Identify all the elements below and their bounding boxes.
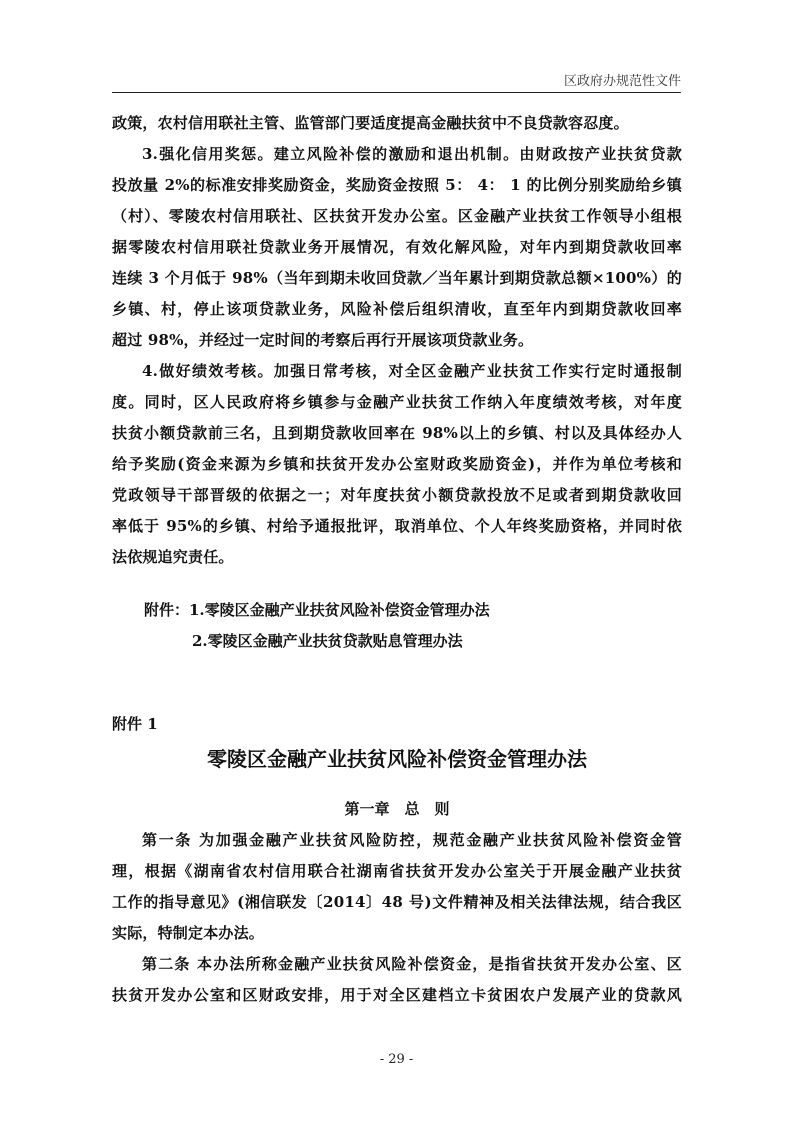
attachments-list bbox=[112, 595, 682, 657]
text-line: 投放量 2%的标准安排奖励资金，奖励资金按照 5： 4： 1 的比例分别奖励给乡镇 bbox=[112, 176, 682, 194]
text-line: 第一条 为加强金融产业扶贫风险防控，规范金融产业扶贫风险补偿资金管 bbox=[142, 831, 682, 849]
header-divider bbox=[112, 92, 681, 93]
document-title: 零陵区金融产业扶贫风险补偿资金管理办法 bbox=[207, 747, 587, 771]
text-line: 实际，特制定本办法。 bbox=[112, 924, 265, 942]
text-line: 扶贫小额贷款前三名，且到期贷款收回率在 98%以上的乡镇、村以及具体经办人 bbox=[112, 424, 682, 442]
paragraph-policy: 政策，农村信用联社主管、监管部门要适度提高金融扶贫中不良贷款容忍度。 bbox=[112, 114, 629, 132]
article-1 bbox=[112, 825, 682, 949]
text-line: （村）、零陵农村信用联社、区扶贫开发办公室。区金融产业扶贫工作领导小组根 bbox=[112, 207, 682, 225]
text-line: 4.做好绩效考核。加强日常考核，对全区金融产业扶贫工作实行定时通报制 bbox=[142, 362, 682, 380]
paragraph-credit-incentives bbox=[112, 139, 682, 356]
page-number: - 29 - bbox=[379, 1052, 414, 1067]
chapter-heading: 第一章 总 则 bbox=[344, 800, 450, 818]
attachment-label: 附件 1 bbox=[112, 715, 158, 733]
text-line: 工作的指导意见》(湘信联发〔2014〕48 号)文件精神及相关法律法规，结合我区 bbox=[112, 893, 682, 911]
text-line: 乡镇、村，停止该项贷款业务，风险补偿后组织清收，直至年内到期贷款收回率 bbox=[112, 300, 682, 318]
text-line: 超过 98%，并经过一定时间的考察后再行开展该项贷款业务。 bbox=[112, 331, 534, 349]
text-line: 给予奖励(资金来源为乡镇和扶贫开发办公室财政奖励资金)，并作为单位考核和 bbox=[112, 455, 682, 473]
attachment-item-1: 附件：1.零陵区金融产业扶贫风险补偿资金管理办法 bbox=[144, 601, 490, 619]
text-line: 度。同时，区人民政府将乡镇参与金融产业扶贫工作纳入年度绩效考核，对年度 bbox=[112, 393, 682, 411]
text-line: 连续 3 个月低于 98%（当年到期未收回贷款／当年累计到期贷款总额×100%）的 bbox=[112, 269, 682, 287]
text-line: 党政领导干部晋级的依据之一；对年度扶贫小额贷款投放不足或者到期贷款收回 bbox=[112, 486, 682, 504]
text-line: 率低于 95%的乡镇、村给予通报批评，取消单位、个人年终奖励资格，并同时依 bbox=[112, 517, 682, 535]
text-line: 第二条 本办法所称金融产业扶贫风险补偿资金，是指省扶贫开发办公室、区 bbox=[142, 955, 682, 973]
document-body bbox=[112, 108, 682, 1011]
attachment-item-2: 2.零陵区金融产业扶贫贷款贴息管理办法 bbox=[192, 632, 463, 650]
text-line: 扶贫开发办公室和区财政安排，用于对全区建档立卡贫困农户发展产业的贷款风 bbox=[112, 986, 682, 1004]
text-line: 3.强化信用奖惩。建立风险补偿的激励和退出机制。由财政按产业扶贫贷款 bbox=[142, 145, 682, 163]
text-line: 法依规追究责任。 bbox=[112, 548, 234, 566]
running-header: 区政府办规范性文件 bbox=[563, 74, 681, 89]
text-line: 理，根据《湖南省农村信用联合社湖南省扶贫开发办公室关于开展金融产业扶贫 bbox=[112, 862, 682, 880]
text-line: 据零陵农村信用联社贷款业务开展情况，有效化解风险，对年内到期贷款收回率 bbox=[112, 238, 682, 256]
paragraph-performance-review bbox=[112, 356, 682, 573]
article-2 bbox=[112, 949, 682, 1011]
